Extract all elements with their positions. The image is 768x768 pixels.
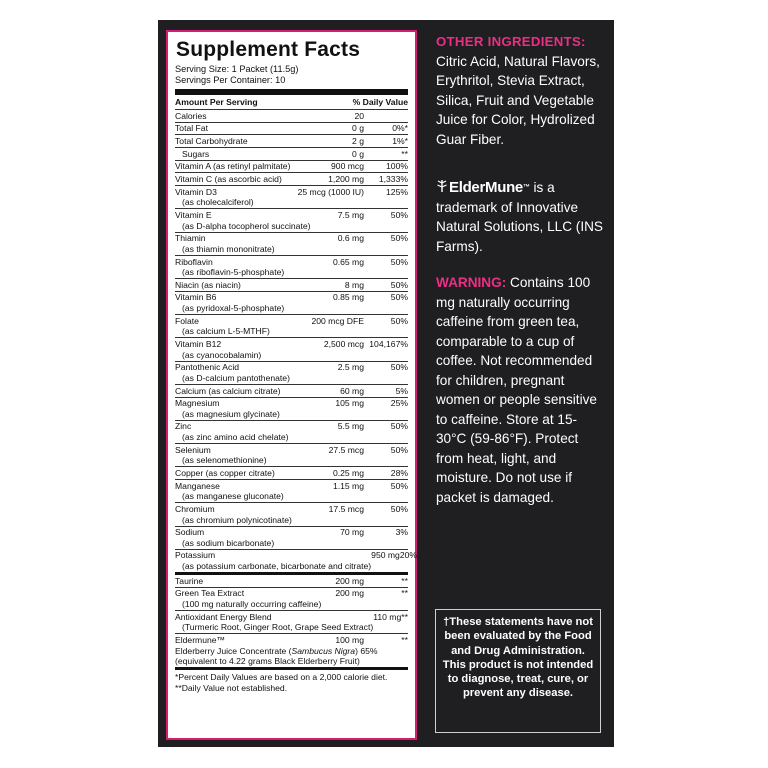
nutrient-name bbox=[175, 210, 338, 231]
nutrient-dv: 50% bbox=[390, 256, 408, 267]
nutrient-amount: 5.5 mg bbox=[337, 421, 364, 432]
nutrient-row bbox=[175, 466, 408, 479]
nutrient-dv: 28% bbox=[390, 467, 408, 478]
nutrient-name bbox=[175, 187, 298, 208]
nutrient-source: (as zinc amino acid chelate) bbox=[182, 432, 289, 443]
nutrient-row bbox=[175, 122, 408, 135]
nutrient-name bbox=[175, 550, 371, 571]
nutrient-amount: 110 mg bbox=[373, 611, 402, 622]
nutrient-label: Calcium (as calcium citrate) bbox=[175, 385, 281, 396]
nutrient-row bbox=[175, 587, 408, 610]
nutrient-source: (as chromium polynicotinate) bbox=[182, 514, 292, 525]
nutrient-name bbox=[175, 445, 329, 466]
brand-tm: ™ bbox=[522, 184, 530, 191]
nutrient-label: Total Fat bbox=[175, 123, 208, 134]
nutrient-amount: 100 mg bbox=[335, 634, 364, 645]
eldermune-percent: ) 65% bbox=[355, 645, 378, 656]
eldermune-latin-name: Sambucus Nigra bbox=[291, 645, 356, 656]
nutrient-amount: 200 mcg DFE bbox=[311, 315, 364, 326]
nutrient-row bbox=[175, 361, 408, 384]
trademark-text: is a trademark of Innovative Natural Solutions, LLC (INS Farms). bbox=[436, 180, 603, 254]
nutrient-dv: 1%* bbox=[392, 136, 408, 147]
nutrient-amount: 1.15 mg bbox=[332, 480, 364, 491]
nutrient-row bbox=[175, 255, 408, 278]
nutrient-amount: 0.6 mg bbox=[337, 233, 364, 244]
nutrient-name bbox=[175, 504, 329, 525]
nutrient-amount: 2,500 mcg bbox=[323, 338, 364, 349]
supplement-facts-panel bbox=[166, 30, 417, 740]
nutrient-dv: 125% bbox=[386, 186, 408, 197]
nutrient-label: Copper (as copper citrate) bbox=[175, 467, 275, 478]
nutrient-amount: 0.85 mg bbox=[332, 292, 364, 303]
nutrient-dv: 50% bbox=[390, 421, 408, 432]
nutrient-name bbox=[175, 233, 338, 254]
nutrient-amount: 2.5 mg bbox=[337, 362, 364, 373]
nutrient-name bbox=[175, 468, 333, 479]
nutrient-dv: 50% bbox=[390, 233, 408, 244]
nutrient-amount: 8 mg bbox=[344, 279, 364, 290]
nutrient-label: Potassium bbox=[175, 550, 216, 561]
warning-text: Contains 100 mg naturally occurring caffeine from green tea, comparable to a cup of coffee. Not recommended for children, pregnant women or people sensitive to caffeine. Store at 15-30°C (59-86°F). Protect from heat, light, and moisture. Do not use if packet is damaged. bbox=[436, 275, 597, 505]
nutrient-label: Zinc bbox=[175, 421, 192, 432]
nutrient-dv: ** bbox=[401, 588, 408, 599]
nutrient-source: (as thiamin mononitrate) bbox=[182, 243, 275, 254]
nutrient-dv: 50% bbox=[390, 315, 408, 326]
nutrient-name bbox=[175, 588, 335, 609]
nutrient-name bbox=[175, 111, 354, 122]
nutrient-source: (100 mg naturally occurring caffeine) bbox=[182, 598, 322, 609]
nutrient-name bbox=[175, 316, 311, 337]
nutrient-dv: 25% bbox=[390, 398, 408, 409]
nutrient-name bbox=[175, 481, 333, 502]
nutrient-name bbox=[175, 174, 328, 185]
nutrient-label: Riboflavin bbox=[175, 256, 213, 267]
daily-value-footnote: *Percent Daily Values are based on a 2,000 calorie diet. **Daily Value not established. bbox=[175, 667, 408, 693]
nutrient-name bbox=[175, 280, 345, 291]
warning-block bbox=[436, 273, 606, 507]
nutrient-label: Thiamin bbox=[175, 233, 206, 244]
brand-logo bbox=[436, 179, 530, 196]
nutrient-label: Vitamin D3 bbox=[175, 186, 217, 197]
nutrient-amount: 70 mg bbox=[340, 527, 364, 538]
nutrient-source: (as manganese gluconate) bbox=[182, 491, 284, 502]
nutrient-label: Manganese bbox=[175, 480, 220, 491]
nutrient-name bbox=[175, 398, 335, 419]
serving-size: Serving Size: 1 Packet (11.5g) bbox=[175, 64, 299, 74]
servings-per-container: Servings Per Container: 10 bbox=[175, 75, 286, 85]
supplement-facts-title: Supplement Facts bbox=[176, 38, 361, 61]
nutrient-dv: 5% bbox=[395, 385, 408, 396]
nutrient-name bbox=[175, 527, 340, 548]
nutrient-label: Sodium bbox=[175, 527, 205, 538]
elderberry-sprig-icon bbox=[436, 179, 448, 193]
eldermune-row bbox=[175, 633, 408, 667]
nutrient-name bbox=[175, 257, 333, 278]
nutrient-name bbox=[175, 612, 373, 633]
nutrient-dv: 50% bbox=[390, 292, 408, 303]
nutrient-label: Antioxidant Energy Blend bbox=[175, 611, 272, 622]
nutrient-dv: 20% bbox=[399, 550, 418, 561]
nutrient-label: Selenium bbox=[175, 444, 211, 455]
nutrient-label: Vitamin B6 bbox=[175, 292, 217, 303]
nutrient-row bbox=[175, 549, 418, 572]
nutrient-name bbox=[175, 362, 338, 383]
amount-per-serving-header: Amount Per Serving bbox=[175, 97, 258, 107]
nutrient-amount: 60 mg bbox=[340, 385, 364, 396]
other-ingredients-heading: OTHER INGREDIENTS: bbox=[436, 34, 586, 49]
nutrient-row bbox=[175, 185, 408, 208]
nutrient-row bbox=[175, 384, 408, 397]
nutrient-dv: 50% bbox=[390, 444, 408, 455]
nutrient-name bbox=[175, 421, 338, 442]
nutrient-row bbox=[175, 109, 408, 122]
nutrient-row bbox=[175, 443, 408, 466]
nutrient-amount: 27.5 mcg bbox=[328, 444, 364, 455]
warning-heading: WARNING: bbox=[436, 275, 507, 290]
nutrient-amount: 200 mg bbox=[335, 575, 364, 586]
nutrient-label: Taurine bbox=[175, 575, 204, 586]
nutrient-label: Vitamin C (as ascorbic acid) bbox=[175, 174, 282, 185]
nutrient-source: (as pyridoxal-5-phosphate) bbox=[182, 303, 285, 314]
nutrient-source: (as D-alpha tocopherol succinate) bbox=[182, 220, 311, 231]
nutrient-dv: 50% bbox=[390, 503, 408, 514]
nutrient-name bbox=[175, 386, 340, 397]
nutrient-dv: 3% bbox=[395, 527, 408, 538]
nutrient-name bbox=[175, 339, 324, 360]
nutrient-source: (as potassium carbonate, bicarbonate and citrate) bbox=[182, 561, 372, 572]
nutrient-amount: 105 mg bbox=[335, 398, 364, 409]
nutrient-row bbox=[175, 337, 408, 360]
nutrient-row bbox=[175, 291, 408, 314]
nutrient-dv: 0%* bbox=[392, 123, 408, 134]
nutrient-amount: 0.65 mg bbox=[332, 256, 364, 267]
nutrient-dv: ** bbox=[401, 575, 408, 586]
nutrient-name bbox=[175, 123, 352, 134]
nutrient-amount: 17.5 mcg bbox=[328, 503, 364, 514]
daily-value-header: % Daily Value bbox=[352, 97, 408, 107]
nutrient-dv: 104,167% bbox=[369, 338, 408, 349]
nutrient-row bbox=[175, 420, 408, 443]
nutrient-row bbox=[175, 160, 408, 173]
nutrient-amount: 0 g bbox=[352, 148, 364, 159]
nutrient-label: Vitamin A (as retinyl palmitate) bbox=[175, 161, 291, 172]
nutrient-label: Sugars bbox=[182, 148, 210, 159]
nutrient-label: Pantothenic Acid bbox=[175, 362, 240, 373]
nutrient-source: (as D-calcium pantothenate) bbox=[182, 372, 290, 383]
nutrient-dv: ** bbox=[401, 148, 408, 159]
fda-disclaimer: †These statements have not been evaluated by the Food and Drug Administration. This product is not intended to diagnose, treat, cure, or prevent any disease. bbox=[435, 609, 601, 733]
nutrient-dv: 100% bbox=[386, 161, 408, 172]
facts-header-row bbox=[175, 95, 408, 109]
nutrient-name bbox=[175, 161, 331, 172]
nutrient-source: (as calcium L-5-MTHF) bbox=[182, 326, 270, 337]
nutrient-amount: 200 mg bbox=[335, 588, 364, 599]
other-ingredient-rows bbox=[175, 572, 408, 633]
nutrient-label: Chromium bbox=[175, 503, 215, 514]
nutrient-name bbox=[175, 292, 333, 313]
nutrient-row bbox=[175, 172, 408, 185]
nutrient-dv: 50% bbox=[390, 279, 408, 290]
nutrient-amount: 900 mcg bbox=[331, 161, 364, 172]
nutrient-label: Calories bbox=[175, 110, 207, 121]
right-column bbox=[436, 32, 606, 507]
nutrient-name bbox=[175, 576, 335, 587]
nutrient-label: Magnesium bbox=[175, 398, 220, 409]
nutrient-source: (as magnesium glycinate) bbox=[182, 408, 280, 419]
nutrient-row bbox=[175, 147, 408, 160]
nutrient-dv: 50% bbox=[390, 362, 408, 373]
nutrient-row bbox=[175, 572, 408, 587]
brand-name: ElderMune bbox=[449, 179, 523, 196]
nutrient-row bbox=[175, 479, 408, 502]
other-ingredients-text: Citric Acid, Natural Flavors, Erythritol, Stevia Extract, Silica, Fruit and Vegetable Juice for Color, Hydrolized Guar Fiber. bbox=[436, 53, 600, 147]
nutrient-source: (as cholecalciferol) bbox=[182, 197, 254, 208]
nutrient-label: Total Carbohydrate bbox=[175, 136, 248, 147]
nutrient-row bbox=[175, 278, 408, 291]
nutrient-name bbox=[175, 149, 352, 160]
nutrient-label: Vitamin E bbox=[175, 209, 212, 220]
nutrient-row bbox=[175, 134, 408, 147]
nutrient-source: (as selenomethionine) bbox=[182, 455, 267, 466]
nutrient-name bbox=[175, 136, 352, 147]
nutrient-amount: 20 bbox=[354, 110, 364, 121]
nutrient-row bbox=[175, 526, 408, 549]
nutrient-source: (as riboflavin-5-phosphate) bbox=[182, 267, 285, 278]
nutrient-dv: 50% bbox=[390, 209, 408, 220]
nutrient-dv: 50% bbox=[390, 480, 408, 491]
nutrient-label: Folate bbox=[175, 315, 199, 326]
nutrient-rows bbox=[175, 109, 418, 572]
nutrient-label: Green Tea Extract bbox=[175, 588, 245, 599]
nutrient-row bbox=[175, 208, 408, 231]
nutrient-source: (Turmeric Root, Ginger Root, Grape Seed Extract) bbox=[182, 622, 374, 633]
trademark-block bbox=[436, 178, 606, 256]
nutrient-amount: 0 g bbox=[352, 123, 364, 134]
nutrient-dv: ** bbox=[401, 611, 408, 622]
nutrient-amount: 1,200 mg bbox=[328, 174, 364, 185]
nutrient-amount: 0.25 mg bbox=[332, 467, 364, 478]
nutrient-name: Eldermune™ bbox=[175, 634, 226, 645]
nutrient-row bbox=[175, 502, 408, 525]
nutrient-amount: 2 g bbox=[352, 136, 364, 147]
nutrient-row bbox=[175, 610, 408, 633]
nutrient-row bbox=[175, 397, 408, 420]
nutrient-label: Niacin (as niacin) bbox=[175, 279, 241, 290]
eldermune-line2: Elderberry Juice Concentrate ( bbox=[175, 645, 292, 656]
nutrient-amount: 7.5 mg bbox=[337, 209, 364, 220]
eldermune-equivalent: (equivalent to 4.22 grams Black Elderberry Fruit) bbox=[175, 656, 360, 667]
nutrient-amount: 25 mcg (1000 IU) bbox=[297, 186, 364, 197]
nutrient-dv: ** bbox=[401, 634, 408, 645]
nutrient-source: (as sodium bicarbonate) bbox=[182, 537, 275, 548]
nutrient-amount: 950 mg bbox=[371, 550, 400, 561]
nutrient-dv bbox=[364, 111, 408, 122]
nutrient-dv: 1,333% bbox=[378, 174, 408, 185]
nutrient-row bbox=[175, 232, 408, 255]
nutrient-source: (as cyanocobalamin) bbox=[182, 349, 262, 360]
nutrient-row bbox=[175, 314, 408, 337]
nutrient-label: Vitamin B12 bbox=[175, 338, 222, 349]
